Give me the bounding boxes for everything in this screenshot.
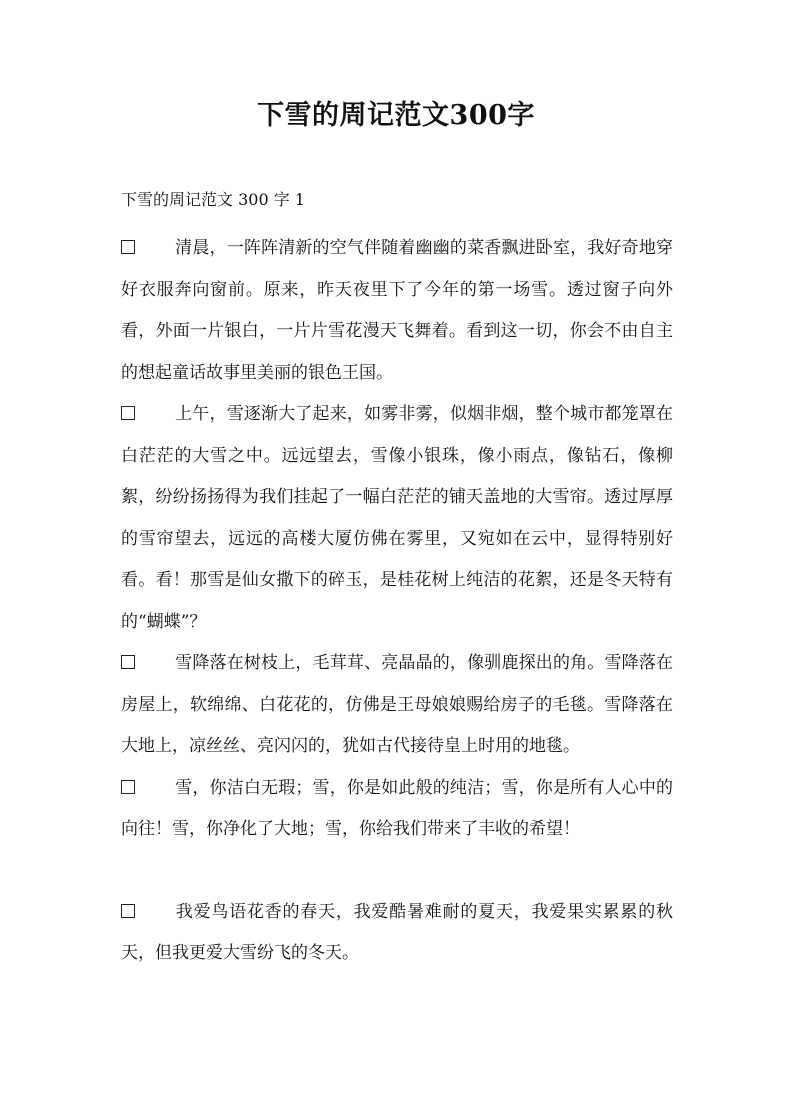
paragraph-spacer (121, 851, 673, 892)
checkbox-icon (121, 780, 135, 794)
checkbox-icon (121, 406, 135, 420)
checkbox-icon (121, 904, 135, 918)
section-heading: 下雪的周记范文 300 字 1 (121, 190, 305, 209)
paragraph-3 (121, 643, 673, 768)
paragraph-text: 我爱鸟语花香的春天，我爱酷暑难耐的夏天，我爱果实累累的秋天，但我更爱大雪纷飞的冬天。 (121, 901, 673, 963)
checkbox-icon (121, 240, 135, 254)
paragraph-1 (121, 228, 673, 394)
paragraph-text: 雪降落在树枝上，毛茸茸、亮晶晶的，像驯鹿探出的角。雪降落在房屋上，软绵绵、白花花的，仿佛是王母娘娘赐给房子的毛毯。雪降落在大地上，凉丝丝、亮闪闪的，犹如古代接待皇上时用的地毯。 (121, 653, 673, 756)
paragraph-2 (121, 394, 673, 643)
document-body (121, 228, 673, 975)
checkbox-icon (121, 655, 135, 669)
paragraph-5 (121, 892, 673, 975)
paragraph-text: 上午，雪逐渐大了起来，如雾非雾，似烟非烟，整个城市都笼罩在白茫茫的大雪之中。远远望去，雪像小银珠，像小雨点，像钻石，像柳絮，纷纷扬扬得为我们挂起了一幅白茫茫的铺天盖地的大雪帘。透过厚厚的雪帘望去，远远的高楼大厦仿佛在雾里，又宛如在云中，显得特别好看。看！那雪是仙女撒下的碎玉，是桂花树上纯洁的花絮，还是冬天特有的“蝴蝶”？ (121, 404, 673, 632)
paragraph-text: 清晨，一阵阵清新的空气伴随着幽幽的菜香飘进卧室，我好奇地穿好衣服奔向窗前。原来，昨天夜里下了今年的第一场雪。透过窗子向外看，外面一片银白，一片片雪花漫天飞舞着。看到这一切，你会不由自主的想起童话故事里美丽的银色王国。 (121, 238, 673, 383)
document-title: 下雪的周记范文300字 (257, 100, 535, 131)
paragraph-4 (121, 768, 673, 851)
paragraph-text: 雪，你洁白无瑕；雪，你是如此般的纯洁；雪，你是所有人心中的向往！雪，你净化了大地；雪，你给我们带来了丰收的希望！ (121, 777, 673, 839)
